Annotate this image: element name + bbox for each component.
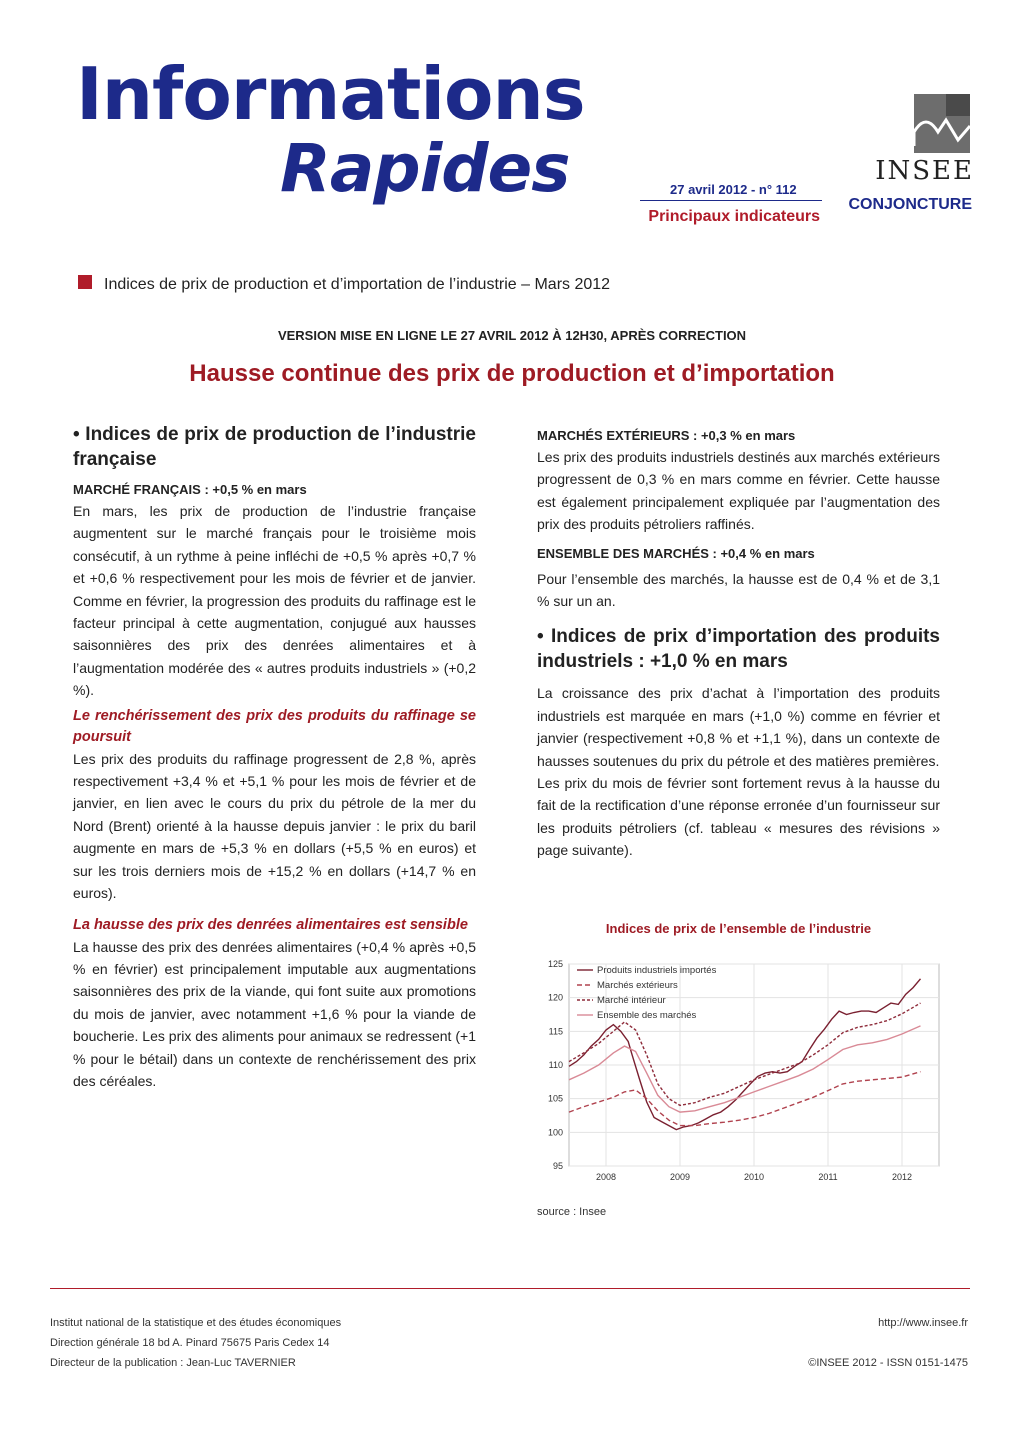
headline: Hausse continue des prix de production et d’importation bbox=[189, 360, 835, 387]
footer-right bbox=[740, 1313, 968, 1373]
x-tick-label: 2010 bbox=[743, 1172, 765, 1182]
issue-date: 27 avril 2012 - n° 112 bbox=[670, 182, 797, 197]
topic-bullet-icon bbox=[78, 275, 92, 289]
section-title-production: • Indices de prix de production de l’industrie française bbox=[73, 424, 476, 470]
y-tick-label: 105 bbox=[547, 1093, 563, 1104]
logo-name: INSEE bbox=[875, 156, 974, 186]
paragraph-importation-1: La croissance des prix d’achat à l’importation des produits industriels est marquée en mars (+1,0 %) comme en février et janvier (respectivement +0,8 % et +1,1 %), dans un contexte de hausses soutenues du prix du pétrole et des matières premières. bbox=[537, 685, 940, 769]
legend-label: Marchés extérieurs bbox=[597, 980, 678, 991]
paragraph-raffinage: Les prix des produits du raffinage progressent de 2,8 %, après respectivement +3,4 % et +5,1 % pour les mois de février et de janvier, en lien avec le cours du prix du pétrole de la mer du Nord (Brent) orienté à la hausse depuis janvier : le prix du baril augmente en mars de +5,3 % en dollars (+5,5 % en euros) et sur les trois derniers mois de +15,2 % en dollars (+14,7 % en euros). bbox=[73, 750, 476, 902]
publication-subtitle: Rapides bbox=[280, 130, 570, 207]
y-tick-label: 100 bbox=[547, 1127, 563, 1138]
footer-spacer bbox=[740, 1333, 968, 1353]
subheading-denrees: La hausse des prix des denrées alimentaires est sensible bbox=[73, 916, 468, 933]
footer-institute: Institut national de la statistique et des études économiques bbox=[50, 1317, 342, 1329]
caption-ensemble-marches: ENSEMBLE DES MARCHÉS : +0,4 % en mars bbox=[537, 545, 815, 561]
publication-title: Informations bbox=[76, 52, 585, 136]
caption-marches-exterieurs: MARCHÉS EXTÉRIEURS : +0,3 % en mars bbox=[537, 428, 796, 443]
legend-label: Marché intérieur bbox=[597, 995, 666, 1006]
insee-logo-icon bbox=[912, 92, 972, 156]
legend-label: Produits industriels importés bbox=[597, 965, 717, 976]
right-column bbox=[537, 426, 940, 862]
price-index-chart bbox=[537, 950, 947, 1190]
topic-line: Indices de prix de production et d’importation de l’industrie – Mars 2012 bbox=[104, 276, 611, 293]
y-tick-label: 125 bbox=[547, 959, 563, 969]
footer-director: Directeur de la publication : Jean-Luc TAVERNIER bbox=[50, 1357, 296, 1369]
paragraph-importation-2: Les prix du mois de février sont fortement revus à la hausse du fait de la rectification d’une réponse erronée d’un fournisseur sur les produits pétroliers (cf. tableau « mesures des révisions » page suivante). bbox=[537, 775, 940, 859]
y-tick-label: 115 bbox=[548, 1026, 563, 1037]
subheading-raffinage: Le renchérissement des prix des produits du raffinage se poursuit bbox=[73, 707, 476, 745]
logo-tagline: CONJONCTURE bbox=[848, 196, 972, 213]
paragraph-ensemble-marches: Pour l’ensemble des marchés, la hausse est de 0,4 % et de 3,1 % sur un an. bbox=[537, 570, 940, 610]
caption-marche-francais: MARCHÉ FRANÇAIS : +0,5 % en mars bbox=[73, 482, 307, 497]
x-tick-label: 2008 bbox=[595, 1172, 617, 1182]
y-tick-label: 95 bbox=[552, 1161, 563, 1171]
legend-label: Ensemble des marchés bbox=[597, 1010, 697, 1021]
paragraph-marche-francais: En mars, les prix de production de l’industrie française augmentent sur le marché français pour le troisième mois consécutif, à un rythme à peine infléchi de +0,5 % après +0,7 % et +0,6 % respectivement pour les mois de février et de janvier. Comme en février, la progression des produits du raffinage est le facteur principal à cette augmentation, conjugué aux hausses saisonnières des prix des denrées alimentaires et à l’augmentation modérée des « autres produits industriels » (+0,2 %). bbox=[73, 503, 476, 699]
y-tick-label: 120 bbox=[547, 992, 563, 1003]
footer-rule bbox=[50, 1288, 970, 1289]
y-tick-label: 110 bbox=[548, 1060, 563, 1070]
footer-address: Direction générale 18 bd A. Pinard 75675 Paris Cedex 14 bbox=[50, 1337, 330, 1349]
chart-title: Indices de prix de l’ensemble de l’industrie bbox=[605, 921, 872, 936]
paragraph-marches-exterieurs: Les prix des produits industriels destinés aux marchés extérieurs progressent de 0,3 % en mars comme en février. Cette hausse est également principalement expliquée par l’augmentation des prix des produits pétroliers raffinés. bbox=[537, 449, 940, 533]
left-column bbox=[73, 422, 476, 1092]
x-tick-label: 2009 bbox=[669, 1172, 691, 1182]
version-note: VERSION MISE EN LIGNE LE 27 AVRIL 2012 À 12H30, APRÈS CORRECTION bbox=[277, 328, 747, 343]
x-tick-label: 2011 bbox=[818, 1172, 838, 1182]
section-title-importation: • Indices de prix d’importation des produits industriels : +1,0 % en mars bbox=[537, 626, 940, 673]
footer-copyright: ©INSEE 2012 - ISSN 0151-1475 bbox=[808, 1357, 968, 1369]
series-label: Principaux indicateurs bbox=[648, 208, 820, 225]
x-tick-label: 2012 bbox=[891, 1172, 913, 1182]
paragraph-denrees: La hausse des prix des denrées alimentaires (+0,4 % après +0,5 % en février) est principalement imputable aux augmentations saisonnières des prix de la viande, qui font suite aux promotions du mois de janvier, avec notamment +1,6 % pour la viande de boucherie. Les prix des aliments pour animaux se redressent (+1 % pour le bétail) dans un contexte de renchérissement des prix des céréales. bbox=[73, 938, 476, 1089]
footer-url[interactable]: http://www.insee.fr bbox=[878, 1317, 968, 1329]
header-rule bbox=[640, 200, 822, 201]
footer-left bbox=[50, 1313, 341, 1373]
chart-source: source : Insee bbox=[537, 1206, 607, 1218]
